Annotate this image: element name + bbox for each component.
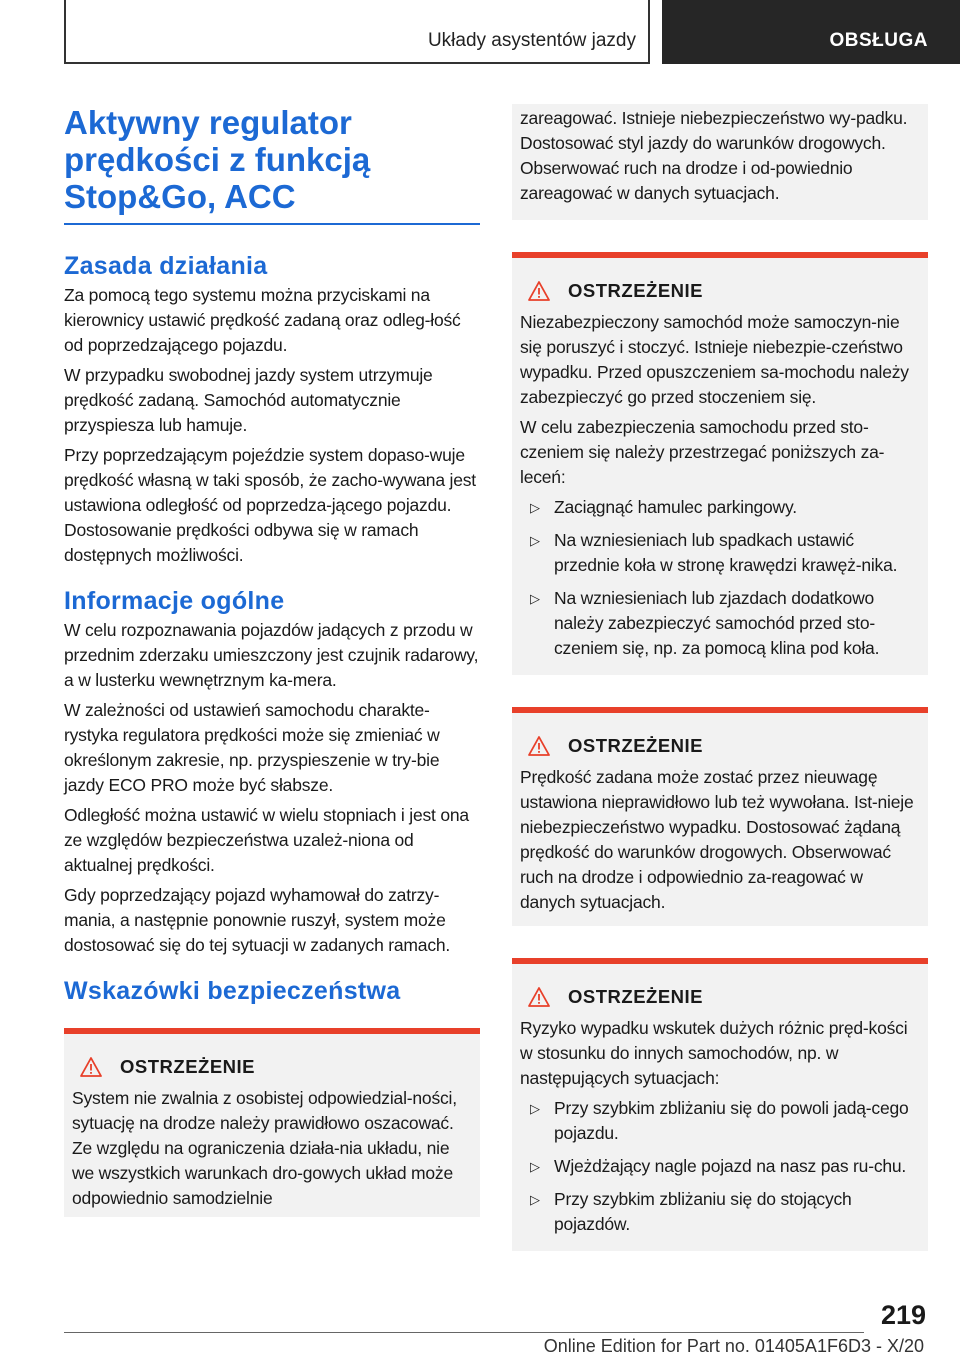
safety-heading: Wskazówki bezpieczeństwa xyxy=(64,977,401,1005)
warning-label: OSTRZEŻENIE xyxy=(120,1056,256,1077)
page-title-line: Stop&Go, ACC xyxy=(64,178,296,215)
page-title-line: prędkości z funkcją xyxy=(64,141,371,178)
title-divider xyxy=(64,223,480,225)
general-paragraph: W zależności od ustawień samochodu charakte‐rystyka regulatora prędkości może się zmieniać w określonym zakresie, np. przyspieszenie w try‐bie jazdy ECO PRO może być słabsze. xyxy=(64,700,440,795)
principle-heading: Zasada działania xyxy=(64,252,268,280)
general-paragraph: W celu rozpoznawania pojazdów jadących z przodu w przednim zderzaku umieszczony jest czujnik radarowy, a w lusterku wewnętrznym ka‐mera. xyxy=(64,620,479,690)
warning-triangle-icon xyxy=(528,281,550,301)
warning-header xyxy=(520,276,920,306)
bullet-marker-icon: ▷ xyxy=(530,1159,540,1174)
warning-text: W celu zabezpieczenia samochodu przed sto‐czeniem się należy przestrzegać poniższych za‐leceń: xyxy=(520,417,885,487)
list-item xyxy=(520,1187,920,1237)
footer-divider xyxy=(64,1332,864,1333)
page-number: 219 xyxy=(880,1300,926,1330)
general-heading: Informacje ogólne xyxy=(64,587,285,615)
list-item xyxy=(520,586,920,661)
warning-triangle-icon xyxy=(528,736,550,756)
bullet-marker-icon: ▷ xyxy=(530,1101,540,1116)
warning-header xyxy=(72,1052,472,1082)
header-section-box xyxy=(64,0,650,64)
list-item xyxy=(520,1096,920,1146)
warning-header xyxy=(520,982,920,1012)
warning-box xyxy=(512,707,928,926)
warning-triangle-icon xyxy=(528,987,550,1007)
warning-triangle-icon xyxy=(80,1057,102,1077)
left-column xyxy=(64,104,480,1217)
list-item xyxy=(520,528,920,578)
header-chapter-title: OBSŁUGA xyxy=(829,30,928,51)
principle-paragraph: Za pomocą tego systemu można przyciskami na kierownicy ustawić prędkość zadaną oraz odleg‐łość od poprzedzającego pojazdu. xyxy=(64,285,461,355)
warning-text: Ryzyko wypadku wskutek dużych różnic pręd‐kości w stosunku do innych samochodów, np. w następujących sytuacjach: xyxy=(520,1018,908,1088)
footer-edition: Online Edition for Part no. 01405A1F6D3 - X/20 xyxy=(543,1336,924,1356)
list-item-text: Wjeżdżający nagle pojazd na nasz pas ru‐chu. xyxy=(554,1156,907,1176)
list-item xyxy=(520,495,920,520)
header-chapter-box xyxy=(662,0,960,64)
warning-box-continued xyxy=(512,104,928,220)
list-item-text: Przy szybkim zbliżaniu się do stojących pojazdów. xyxy=(554,1189,852,1234)
warning-text: zareagować. Istnieje niebezpieczeństwo wy‐padku. Dostosować styl jazdy do warunków drogowych. Obserwować ruch na drodze i od‐powiednio zareagować w danych sytuacjach. xyxy=(520,108,908,203)
bullet-marker-icon: ▷ xyxy=(530,591,540,606)
general-paragraph: Odległość można ustawić w wielu stopniach i jest ona ze względów bezpieczeństwa uzależ‐niona od aktualnej prędkości. xyxy=(64,805,469,875)
warning-header xyxy=(520,731,920,761)
warning-text: System nie zwalnia z osobistej odpowiedzial‐ności, sytuację na drodze należy prawidłowo oszacować. Ze względu na ograniczenia działa‐nia układu, nie we wszystkich warunkach dro‐gowych układ może odpowiednio samodzielnie xyxy=(72,1088,457,1208)
warning-box xyxy=(64,1028,480,1217)
bullet-marker-icon: ▷ xyxy=(530,1192,540,1207)
warning-text: Prędkość zadana może zostać przez nieuwagę ustawiona nieprawidłowo lub też wywołana. Ist‐nieje niebezpieczeństwo wypadku. Dostosować żądaną prędkość do warunków drogowych. Obserwować ruch na drodze i odpowiednio za‐reagować w danych sytuacjach. xyxy=(520,767,914,912)
header-section-title: Układy asystentów jazdy xyxy=(427,30,636,51)
page-title-line: Aktywny regulator xyxy=(64,104,352,141)
warning-label: OSTRZEŻENIE xyxy=(568,280,704,301)
list-item-text: Zaciągnąć hamulec parkingowy. xyxy=(554,497,797,517)
principle-paragraph: Przy poprzedzającym pojeździe system dopaso‐wuje prędkość własną w taki sposób, że zacho‐wywana jest ustawiona odległość od poprzedza‐jącego pojazdu. Dostosowanie prędkości odbywa się w ramach dostępnych możliwości. xyxy=(64,445,476,565)
warning-box xyxy=(512,958,928,1251)
bullet-list xyxy=(520,495,920,661)
general-paragraph: Gdy poprzedzający pojazd wyhamował do zatrzy‐mania, a następnie ponownie ruszył, system może dostosować się do tej sytuacji w zadanych ramach. xyxy=(64,885,451,955)
warning-label: OSTRZEŻENIE xyxy=(568,986,704,1007)
page-title xyxy=(64,104,480,215)
warning-label: OSTRZEŻENIE xyxy=(568,735,704,756)
warning-box xyxy=(512,252,928,675)
list-item xyxy=(520,1154,920,1179)
bullet-marker-icon: ▷ xyxy=(530,500,540,515)
principle-paragraph: W przypadku swobodnej jazdy system utrzymuje prędkość zadaną. Samochód automatycznie przyspiesza lub hamuje. xyxy=(64,365,433,435)
right-column xyxy=(512,104,928,1251)
bullet-marker-icon: ▷ xyxy=(530,533,540,548)
list-item-text: Na wzniesieniach lub zjazdach dodatkowo należy zabezpieczyć samochód przed sto‐czeniem się, np. za pomocą klina pod koła. xyxy=(554,588,880,658)
warning-text: Niezabezpieczony samochód może samoczyn‐nie się poruszyć i stoczyć. Istnieje niebezpie‐czeństwo wypadku. Przed opuszczeniem sa‐mochodu należy zabezpieczyć go przed stoczeniem się. xyxy=(520,312,909,407)
list-item-text: Przy szybkim zbliżaniu się do powoli jadą‐cego pojazdu. xyxy=(554,1098,909,1143)
bullet-list xyxy=(520,1096,920,1237)
list-item-text: Na wzniesieniach lub spadkach ustawić przednie koła w stronę krawędzi krawęż‐nika. xyxy=(554,530,898,575)
